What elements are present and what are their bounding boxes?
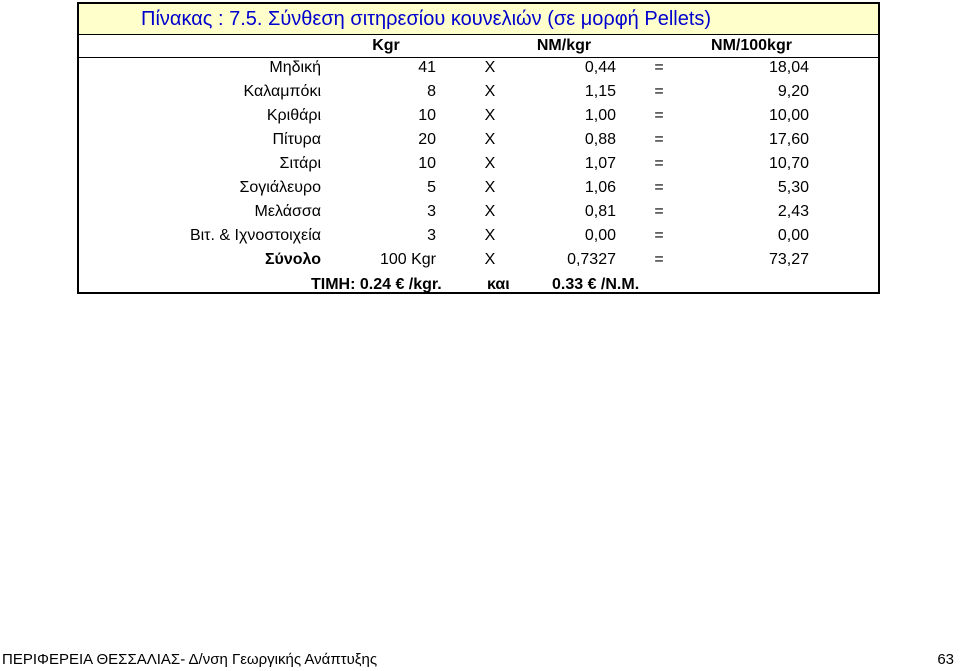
cell-kgr: 3 [427, 203, 436, 220]
cell-kgr: 5 [427, 179, 436, 196]
cell-name: Σιτάρι [279, 155, 321, 172]
cell-nm-100kgr: 10,00 [768, 107, 809, 124]
cell-nm-100kgr: 5,30 [777, 179, 809, 196]
price-per-kgr: ΤΙΜΗ: 0.24 € /kgr. [311, 276, 442, 293]
header-nm-per-kgr: NM/kgr [536, 37, 592, 54]
cell-x: X [484, 251, 496, 268]
header-kgr: Kgr [372, 37, 400, 54]
cell-name: Μελάσσα [254, 203, 321, 220]
footer-page-number: 63 [937, 651, 954, 668]
cell-kgr: 100 Kgr [379, 251, 436, 268]
cell-eq: = [654, 83, 664, 100]
cell-name: Μηδική [269, 59, 321, 76]
cell-name: Πίτυρα [272, 131, 321, 148]
cell-x: X [484, 131, 496, 148]
price-connector: και [487, 276, 510, 293]
table-title: Πίνακας : 7.5. Σύνθεση σιτηρεσίου κουνελιών (σε μορφή Pellets) [141, 8, 712, 30]
footer-department: ΠΕΡΙΦΕΡΕΙΑ ΘΕΣΣΑΛΙΑΣ- Δ/νση Γεωργικής Ανάπτυξης [2, 651, 378, 668]
cell-eq: = [654, 59, 664, 76]
cell-kgr: 20 [418, 131, 436, 148]
cell-kgr: 10 [418, 107, 436, 124]
cell-nm-kgr: 1,00 [584, 107, 616, 124]
cell-kgr: 41 [418, 59, 436, 76]
cell-kgr: 8 [427, 83, 436, 100]
cell-x: X [484, 107, 496, 124]
price-per-nm: 0.33 € /N.M. [552, 276, 640, 293]
cell-nm-kgr: 1,06 [584, 179, 616, 196]
cell-name: Σογιάλευρο [239, 179, 321, 196]
cell-kgr: 10 [418, 155, 436, 172]
feed-composition-table [77, 2, 880, 294]
cell-x: X [484, 203, 496, 220]
cell-nm-kgr: 0,00 [584, 227, 616, 244]
cell-x: X [484, 227, 496, 244]
cell-nm-100kgr: 17,60 [768, 131, 809, 148]
cell-nm-100kgr: 0,00 [777, 227, 809, 244]
cell-eq: = [654, 107, 664, 124]
cell-nm-kgr: 1,07 [584, 155, 616, 172]
header-nm-per-100kgr: NM/100kgr [711, 37, 792, 54]
cell-kgr: 3 [427, 227, 436, 244]
cell-name: Καλαμπόκι [243, 83, 321, 100]
cell-nm-kgr: 0,7327 [567, 251, 616, 268]
cell-nm-100kgr: 9,20 [777, 83, 809, 100]
cell-eq: = [654, 179, 664, 196]
cell-eq: = [654, 155, 664, 172]
cell-name: Σύνολο [264, 251, 321, 268]
cell-nm-kgr: 0,81 [584, 203, 616, 220]
cell-x: X [484, 179, 496, 196]
cell-name: Κριθάρι [266, 107, 321, 124]
cell-nm-kgr: 0,88 [584, 131, 616, 148]
table-title-band [79, 4, 878, 35]
cell-nm-100kgr: 73,27 [768, 251, 809, 268]
cell-x: X [484, 83, 496, 100]
table-header-row [79, 35, 878, 58]
cell-nm-100kgr: 2,43 [777, 203, 809, 220]
cell-x: X [484, 59, 496, 76]
cell-nm-100kgr: 18,04 [768, 59, 809, 76]
cell-nm-kgr: 0,44 [584, 59, 616, 76]
cell-nm-100kgr: 10,70 [768, 155, 809, 172]
cell-x: X [484, 155, 496, 172]
cell-eq: = [654, 131, 664, 148]
cell-eq: = [654, 203, 664, 220]
cell-nm-kgr: 1,15 [584, 83, 616, 100]
cell-eq: = [654, 251, 664, 268]
cell-name: Βιτ. & Ιχνοστοιχεία [189, 227, 321, 244]
cell-eq: = [654, 227, 664, 244]
